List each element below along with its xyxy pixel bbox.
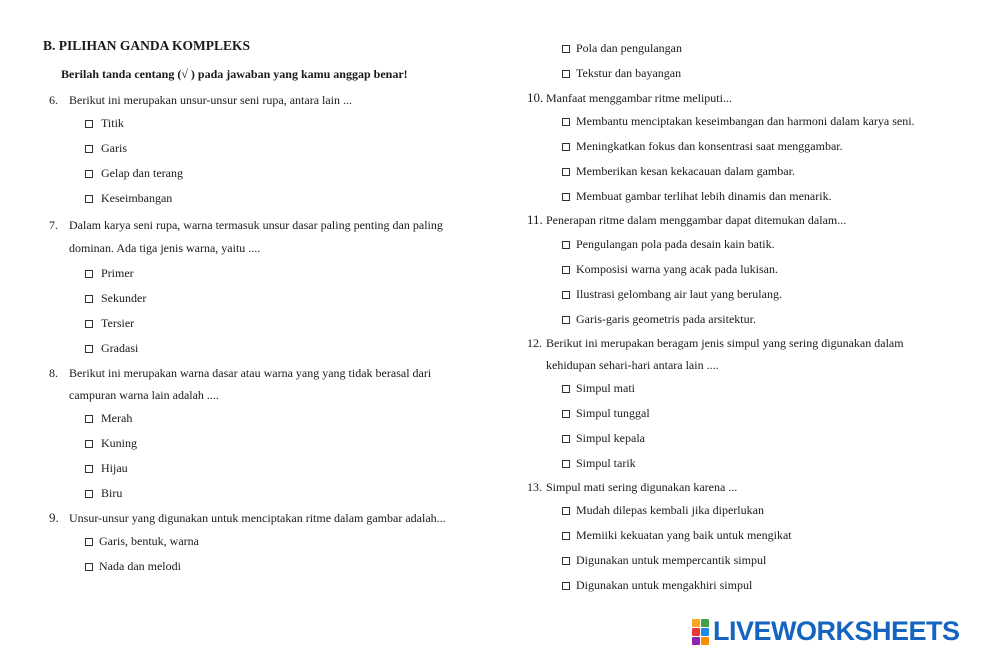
question-number: 6. [49,93,58,107]
checkbox-icon[interactable] [85,295,93,303]
option-label: Biru [101,486,123,500]
question-number: 13. [527,480,542,494]
checkbox-icon[interactable] [562,582,570,590]
checkbox-icon[interactable] [562,118,570,126]
checkbox-icon[interactable] [85,120,93,128]
question-text: Unsur-unsur yang digunakan untuk menciptakan ritme dalam gambar adalah... [69,511,446,525]
checkbox-icon[interactable] [562,410,570,418]
option-label: Garis [101,141,127,155]
checkbox-icon[interactable] [562,168,570,176]
checkbox-icon[interactable] [85,415,93,423]
option-label: Ilustrasi gelombang air laut yang berulang. [576,287,782,301]
option-checkbox[interactable] [85,291,146,306]
checkbox-icon[interactable] [562,241,570,249]
checkbox-icon[interactable] [562,143,570,151]
checkbox-icon[interactable] [85,170,93,178]
option-checkbox[interactable] [562,164,795,179]
option-label: Keseimbangan [101,191,173,205]
checkbox-icon[interactable] [562,193,570,201]
option-checkbox[interactable] [85,116,124,131]
checkbox-icon[interactable] [562,507,570,515]
option-label: Membantu menciptakan keseimbangan dan harmoni dalam karya seni. [576,114,915,128]
option-checkbox[interactable] [562,381,635,396]
question-number: 12. [527,336,542,350]
option-label: Merah [101,411,133,425]
question-text: Berikut ini merupakan unsur-unsur seni rupa, antara lain ... [69,93,353,107]
option-label: Garis, bentuk, warna [99,534,199,548]
option-label: Gelap dan terang [101,166,183,180]
question-text: campuran warna lain adalah .... [69,388,219,402]
checkbox-icon[interactable] [85,490,93,498]
option-label: Kuning [101,436,137,450]
checkbox-icon[interactable] [85,538,93,546]
question-text: Simpul mati sering digunakan karena ... [546,480,738,494]
option-checkbox[interactable] [562,431,645,446]
option-label: Membuat gambar terlihat lebih dinamis dan menarik. [576,189,832,203]
option-label: Pola dan pengulangan [576,41,682,55]
logo-mark-icon [692,619,709,645]
option-label: Tersier [101,316,135,330]
option-label: Simpul tarik [576,456,636,470]
logo-tile [701,637,709,645]
logo-tile [692,637,700,645]
option-label: Simpul tunggal [576,406,650,420]
checkbox-icon[interactable] [85,465,93,473]
option-checkbox[interactable] [85,166,183,181]
checkbox-icon[interactable] [85,320,93,328]
option-checkbox[interactable] [562,528,792,543]
option-checkbox[interactable] [85,266,134,281]
question-text: kehidupan sehari-hari antara lain .... [546,358,719,372]
checkbox-icon[interactable] [85,145,93,153]
question-text: Manfaat menggambar ritme meliputi... [546,91,732,105]
option-checkbox[interactable] [85,486,122,501]
checkbox-icon[interactable] [85,270,93,278]
logo-tile [701,628,709,636]
option-checkbox[interactable] [85,191,172,206]
option-checkbox[interactable] [85,534,199,549]
option-checkbox[interactable] [85,436,137,451]
option-checkbox[interactable] [562,189,832,204]
option-checkbox[interactable] [85,559,181,574]
option-label: Hijau [101,461,128,475]
checkbox-icon[interactable] [85,345,93,353]
option-checkbox[interactable] [85,341,138,356]
option-checkbox[interactable] [85,411,132,426]
checkbox-icon[interactable] [562,460,570,468]
logo-tile [692,619,700,627]
option-label: Nada dan melodi [99,559,181,573]
section-heading: B. PILIHAN GANDA KOMPLEKS [43,38,251,53]
option-checkbox[interactable] [562,312,756,327]
question-text: Dalam karya seni rupa, warna termasuk unsur dasar paling penting dan paling [69,218,443,232]
option-label: Digunakan untuk mempercantik simpul [576,553,767,567]
option-checkbox[interactable] [562,456,636,471]
option-label: Meningkatkan fokus dan konsentrasi saat menggambar. [576,139,843,153]
question-text: Berikut ini merupakan beragam jenis simpul yang sering digunakan dalam [546,336,904,350]
question-number: 11. [527,212,543,227]
option-checkbox[interactable] [85,141,127,156]
logo-text: LIVEWORKSHEETS [713,616,960,646]
option-label: Memberikan kesan kekacauan dalam gambar. [576,164,795,178]
checkbox-icon[interactable] [562,266,570,274]
question-text: Penerapan ritme dalam menggambar dapat ditemukan dalam... [546,213,847,227]
option-checkbox[interactable] [562,114,915,129]
option-checkbox[interactable] [562,41,682,56]
option-checkbox[interactable] [85,461,128,476]
checkbox-icon[interactable] [562,316,570,324]
checkbox-icon[interactable] [562,45,570,53]
checkbox-icon[interactable] [562,532,570,540]
option-checkbox[interactable] [562,139,843,154]
option-label: Memiiki kekuatan yang baik untuk mengikat [576,528,792,542]
instruction-text: Berilah tanda centang (√ ) pada jawaban yang kamu anggap benar! [61,67,408,81]
checkbox-icon[interactable] [562,291,570,299]
option-label: Sekunder [101,291,147,305]
question-text: Berikut ini merupakan warna dasar atau warna yang yang tidak berasal dari [69,366,432,380]
checkbox-icon[interactable] [562,70,570,78]
option-checkbox[interactable] [562,503,764,518]
option-label: Simpul kepala [576,431,645,445]
option-label: Komposisi warna yang acak pada lukisan. [576,262,778,276]
option-label: Digunakan untuk mengakhiri simpul [576,578,753,592]
checkbox-icon[interactable] [562,435,570,443]
option-label: Pengulangan pola pada desain kain batik. [576,237,775,251]
option-checkbox[interactable] [562,237,775,252]
option-checkbox[interactable] [562,406,650,421]
question-text: dominan. Ada tiga jenis warna, yaitu .... [69,241,261,255]
question-number: 7. [49,218,58,232]
question-number: 10. [527,90,544,105]
option-checkbox[interactable] [85,316,134,331]
checkbox-icon[interactable] [85,563,93,571]
question-number: 9. [49,510,59,525]
option-checkbox[interactable] [562,578,752,593]
logo-tile [701,619,709,627]
checkbox-icon[interactable] [85,195,93,203]
option-label: Tekstur dan bayangan [576,66,682,80]
liveworksheets-logo [692,616,960,647]
option-checkbox[interactable] [562,66,681,81]
checkbox-icon[interactable] [562,385,570,393]
option-label: Primer [101,266,134,280]
option-label: Gradasi [101,341,139,355]
option-label: Simpul mati [576,381,636,395]
checkbox-icon[interactable] [85,440,93,448]
option-label: Mudah dilepas kembali jika diperlukan [576,503,764,517]
logo-tile [692,628,700,636]
option-label: Garis-garis geometris pada arsitektur. [576,312,756,326]
option-checkbox[interactable] [562,287,782,302]
option-checkbox[interactable] [562,553,766,568]
option-label: Titik [101,116,124,130]
option-checkbox[interactable] [562,262,778,277]
question-number: 8. [49,366,58,380]
checkbox-icon[interactable] [562,557,570,565]
